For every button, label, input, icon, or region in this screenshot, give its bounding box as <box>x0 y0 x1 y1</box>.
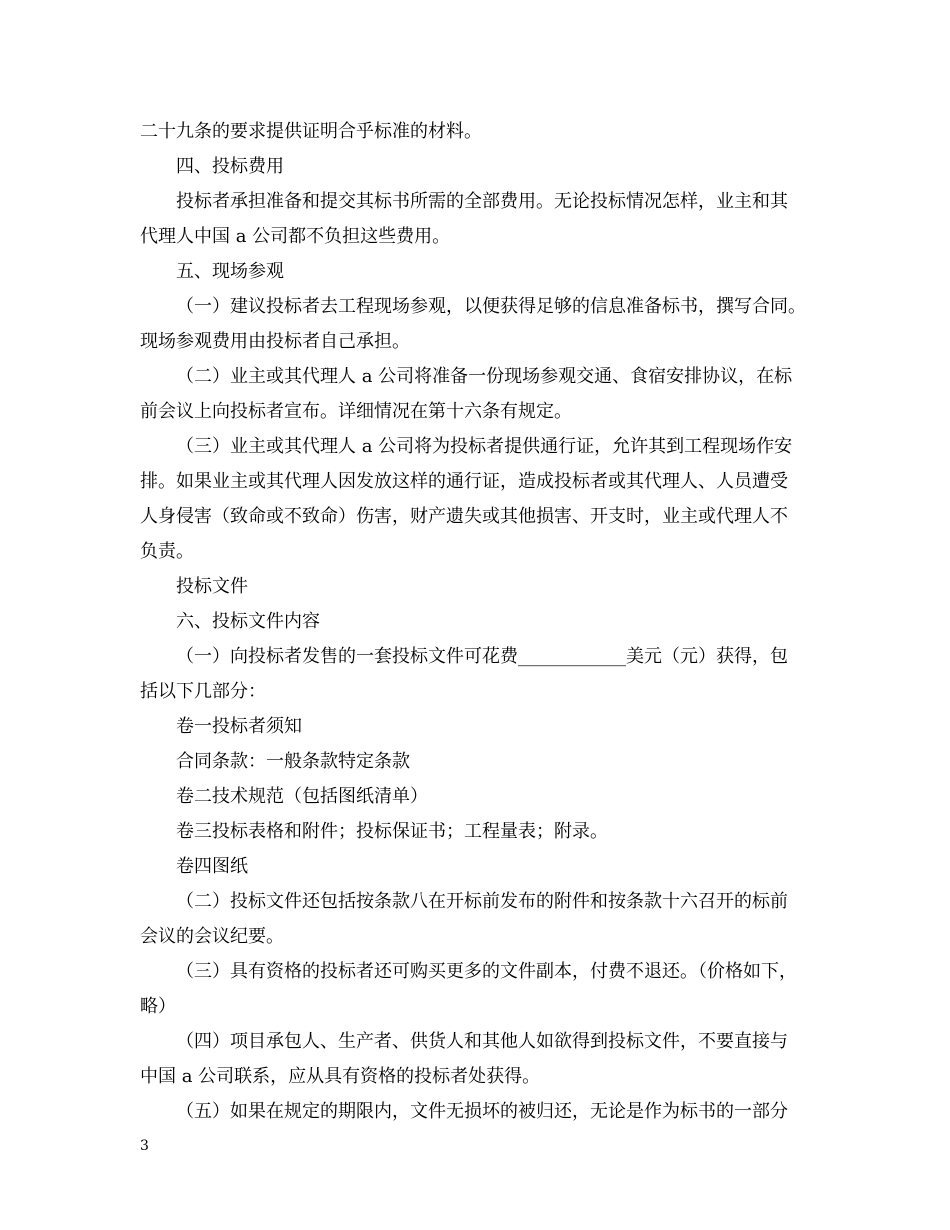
text-line: （一）建议投标者去工程现场参观，以便获得足够的信息准备标书，撰写合同。 <box>176 296 806 317</box>
section-heading: 投标文件 <box>176 576 248 597</box>
text-line: 人身侵害（致命或不致命）伤害，财产遗失或其他损害、开支时，业主或代理人不 <box>140 506 788 527</box>
section-heading: 四、投标费用 <box>176 156 284 177</box>
page-number: 3 <box>140 1138 149 1154</box>
section-heading: 六、投标文件内容 <box>176 611 320 632</box>
text-line: 括以下几部分： <box>140 681 266 702</box>
text-line: （三）具有资格的投标者还可购买更多的文件副本，付费不退还。（价格如下， <box>176 961 797 982</box>
text-line: 中国 a 公司联系，应从具有资格的投标者处获得。 <box>140 1066 541 1087</box>
text-line: 投标者承担准备和提交其标书所需的全部费用。无论投标情况怎样，业主和其 <box>176 191 788 212</box>
text-line: （三）业主或其代理人 a 公司将为投标者提供通行证，允许其到工程现场作安 <box>176 436 793 457</box>
text-line: （二）投标文件还包括按条款八在开标前发布的附件和按条款十六召开的标前 <box>176 891 788 912</box>
document-body <box>140 114 820 1129</box>
text-line: 排。如果业主或其代理人因发放这样的通行证，造成投标者或其代理人、人员遭受 <box>140 471 788 492</box>
text-line: （四）项目承包人、生产者、供货人和其他人如欲得到投标文件，不要直接与 <box>176 1031 788 1052</box>
section-heading: 五、现场参观 <box>176 261 284 282</box>
text-line: 现场参观费用由投标者自己承担。 <box>140 331 410 352</box>
list-item: 卷三投标表格和附件；投标保证书；工程量表；附录。 <box>176 821 608 842</box>
text-line: （二）业主或其代理人 a 公司将准备一份现场参观交通、食宿安排协议，在标 <box>176 366 793 387</box>
list-item: 卷一投标者须知 <box>176 716 302 737</box>
text-line: （一）向投标者发售的一套投标文件可花费____________美元（元）获得，包 <box>176 646 788 667</box>
text-line: 二十九条的要求提供证明合乎标准的材料。 <box>140 121 482 142</box>
text-line: 会议的会议纪要。 <box>140 926 284 947</box>
text-line: 前会议上向投标者宣布。详细情况在第十六条有规定。 <box>140 401 572 422</box>
text-line: 略） <box>140 996 176 1017</box>
list-item: 合同条款：一般条款特定条款 <box>176 751 410 772</box>
list-item: 卷二技术规范（包括图纸清单） <box>176 786 428 807</box>
text-line: （五）如果在规定的期限内，文件无损坏的被归还，无论是作为标书的一部分 <box>176 1101 788 1122</box>
list-item: 卷四图纸 <box>176 856 248 877</box>
text-line: 负责。 <box>140 541 194 562</box>
text-line: 代理人中国 a 公司都不负担这些费用。 <box>140 226 451 247</box>
